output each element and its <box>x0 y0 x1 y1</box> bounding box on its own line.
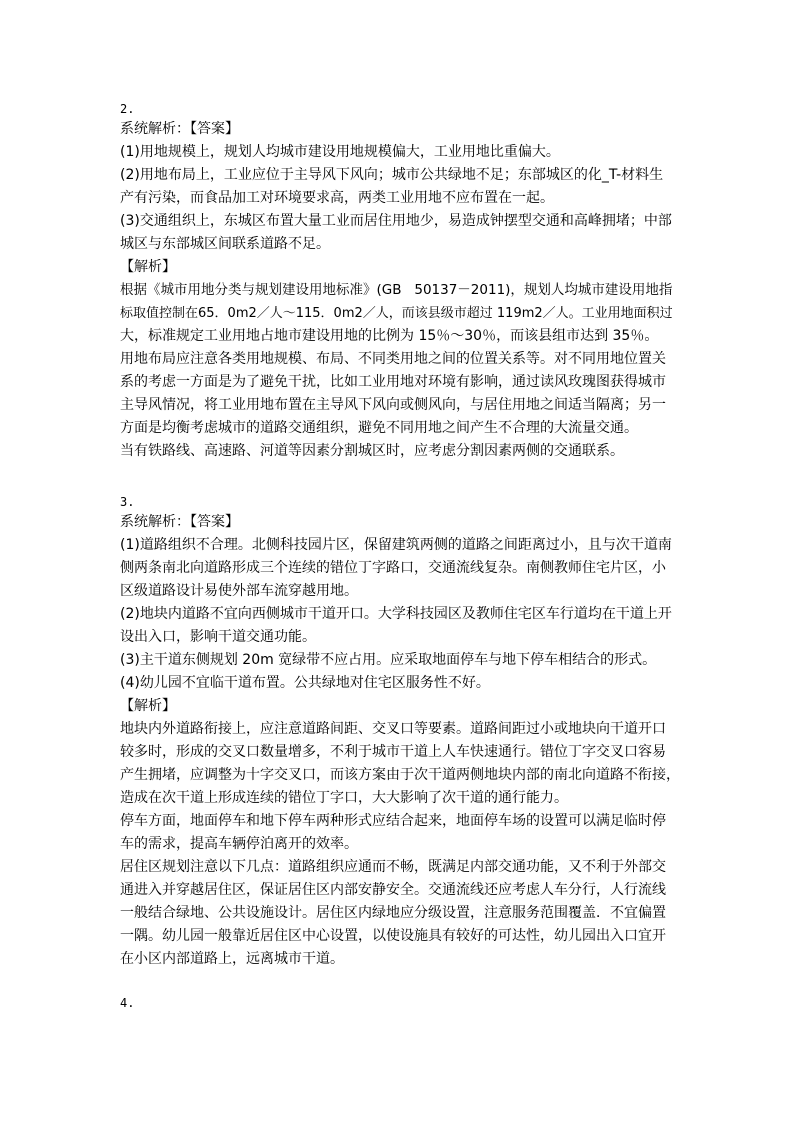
text-line: (4)幼儿园不宜临干道布置。公共绿地对住宅区服务性不好。 <box>120 675 490 691</box>
question-3-section <box>120 494 680 971</box>
text-line: 方面是均衡考虑城市的道路交通组织，避免不同用地之间产生不合理的大流量交通。 <box>120 420 638 436</box>
text-line: 根据《城市用地分类与规划建设用地标准》(GB 50137－2011)，规划人均城市建设用地指 <box>120 282 673 298</box>
text-line: 地块内外道路衔接上，应注意道路间距、交叉口等要素。道路间距过小或地块向干道开口 <box>120 721 666 737</box>
question-number: 2. <box>120 102 135 116</box>
text-line: 【解析】 <box>120 698 176 714</box>
text-line: 侧两条南北向道路形成三个连续的错位丁字路口，交通流线复杂。南侧教师住宅片区，小 <box>120 560 666 576</box>
text-line: (2)用地布局上，工业应位于主导风下风向；城市公共绿地不足；东部城区的化_T-材料生 <box>120 167 664 183</box>
text-line: 在小区内部道路上，远离城市干道。 <box>120 951 344 967</box>
text-line: 产生拥堵，应调整为十字交叉口，而该方案由于次干道两侧地块内部的南北向道路不衔接， <box>120 767 680 783</box>
text-line: 标取值控制在65．0m2／人～115．0m2／人，而该县级市超过 119m2／人。工业用地面积过 <box>120 306 673 321</box>
text-line: 城区与东部城区间联系道路不足。 <box>120 236 330 252</box>
text-line: 一隅。幼儿园一般靠近居住区中心设置，以使设施具有较好的可达性，幼儿园出入口宜开 <box>120 928 666 944</box>
text-line: 大，标准规定工业用地占地市建设用地的比例为 15％～30％，而该县组市达到 35％。 <box>120 328 659 344</box>
text-line: 【解析】 <box>120 259 176 275</box>
text-line: 系统解析：【答案】 <box>120 514 239 530</box>
text-line: 造成在次干道上形成连续的错位丁字口，大大影响了次干道的通行能力。 <box>120 790 568 806</box>
question-2-section <box>120 101 680 463</box>
text-line: 主导风情况，将工业用地布置在主导风下风向或侧风向，与居住用地之间适当隔离；另一 <box>120 397 666 413</box>
text-line: (2)地块内道路不宜向西侧城市干道开口。大学科技园区及教师住宅区车行道均在干道上开 <box>120 606 672 622</box>
text-line: 产有污染，而食品加工对环境要求高，两类工业用地不应布置在一起。 <box>120 190 554 206</box>
question-number: 3. <box>120 495 135 509</box>
text-line: 居住区规划注意以下几点：道路组织应通而不畅，既满足内部交通功能，又不利于外部交 <box>120 859 666 875</box>
text-line: 当有铁路线、高速路、河道等因素分割城区时，应考虑分割因素两侧的交通联系。 <box>120 443 624 459</box>
text-line: 用地布局应注意各类用地规模、布局、不同类用地之间的位置关系等。对不同用地位置关 <box>120 351 666 367</box>
text-line: (3)主干道东侧规划 20m 宽绿带不应占用。应采取地面停车与地下停车相结合的形式。 <box>120 652 657 668</box>
text-line: 停车方面，地面停车和地下停车两种形式应结合起来，地面停车场的设置可以满足临时停 <box>120 813 666 829</box>
text-line: 设出入口，影响干道交通功能。 <box>120 629 316 645</box>
text-line: 车的需求，提高车辆停泊离开的效率。 <box>120 836 358 852</box>
text-line: 通进入并穿越居住区，保证居住区内部安静安全。交通流线还应考虑人车分行，人行流线 <box>120 882 666 898</box>
text-line: 区级道路设计易使外部车流穿越用地。 <box>120 583 358 599</box>
text-line: (1)用地规模上，规划人均城市建设用地规模偏大，工业用地比重偏大。 <box>120 144 560 160</box>
question-number: 4. <box>120 996 135 1010</box>
text-line: (1)道路组织不合理。北侧科技园片区，保留建筑两侧的道路之间距离过小，且与次干道南 <box>120 537 672 553</box>
text-line: 较多时，形成的交叉口数量增多，不利于城市干道上人车快速通行。错位丁字交叉口容易 <box>120 744 666 760</box>
text-line: (3)交通组织上，东城区布置大量工业而居住用地少，易造成钟摆型交通和高峰拥堵；中部 <box>120 213 672 229</box>
question-4-section <box>120 995 680 1012</box>
text-line: 系统解析：【答案】 <box>120 121 239 137</box>
text-line: 一般结合绿地、公共设施设计。居住区内绿地应分级设置，注意服务范围覆盖．不宜偏置 <box>120 905 666 921</box>
text-line: 系的考虑一方面是为了避免干扰，比如工业用地对环境有影响，通过读风玫瑰图获得城市 <box>120 374 666 390</box>
